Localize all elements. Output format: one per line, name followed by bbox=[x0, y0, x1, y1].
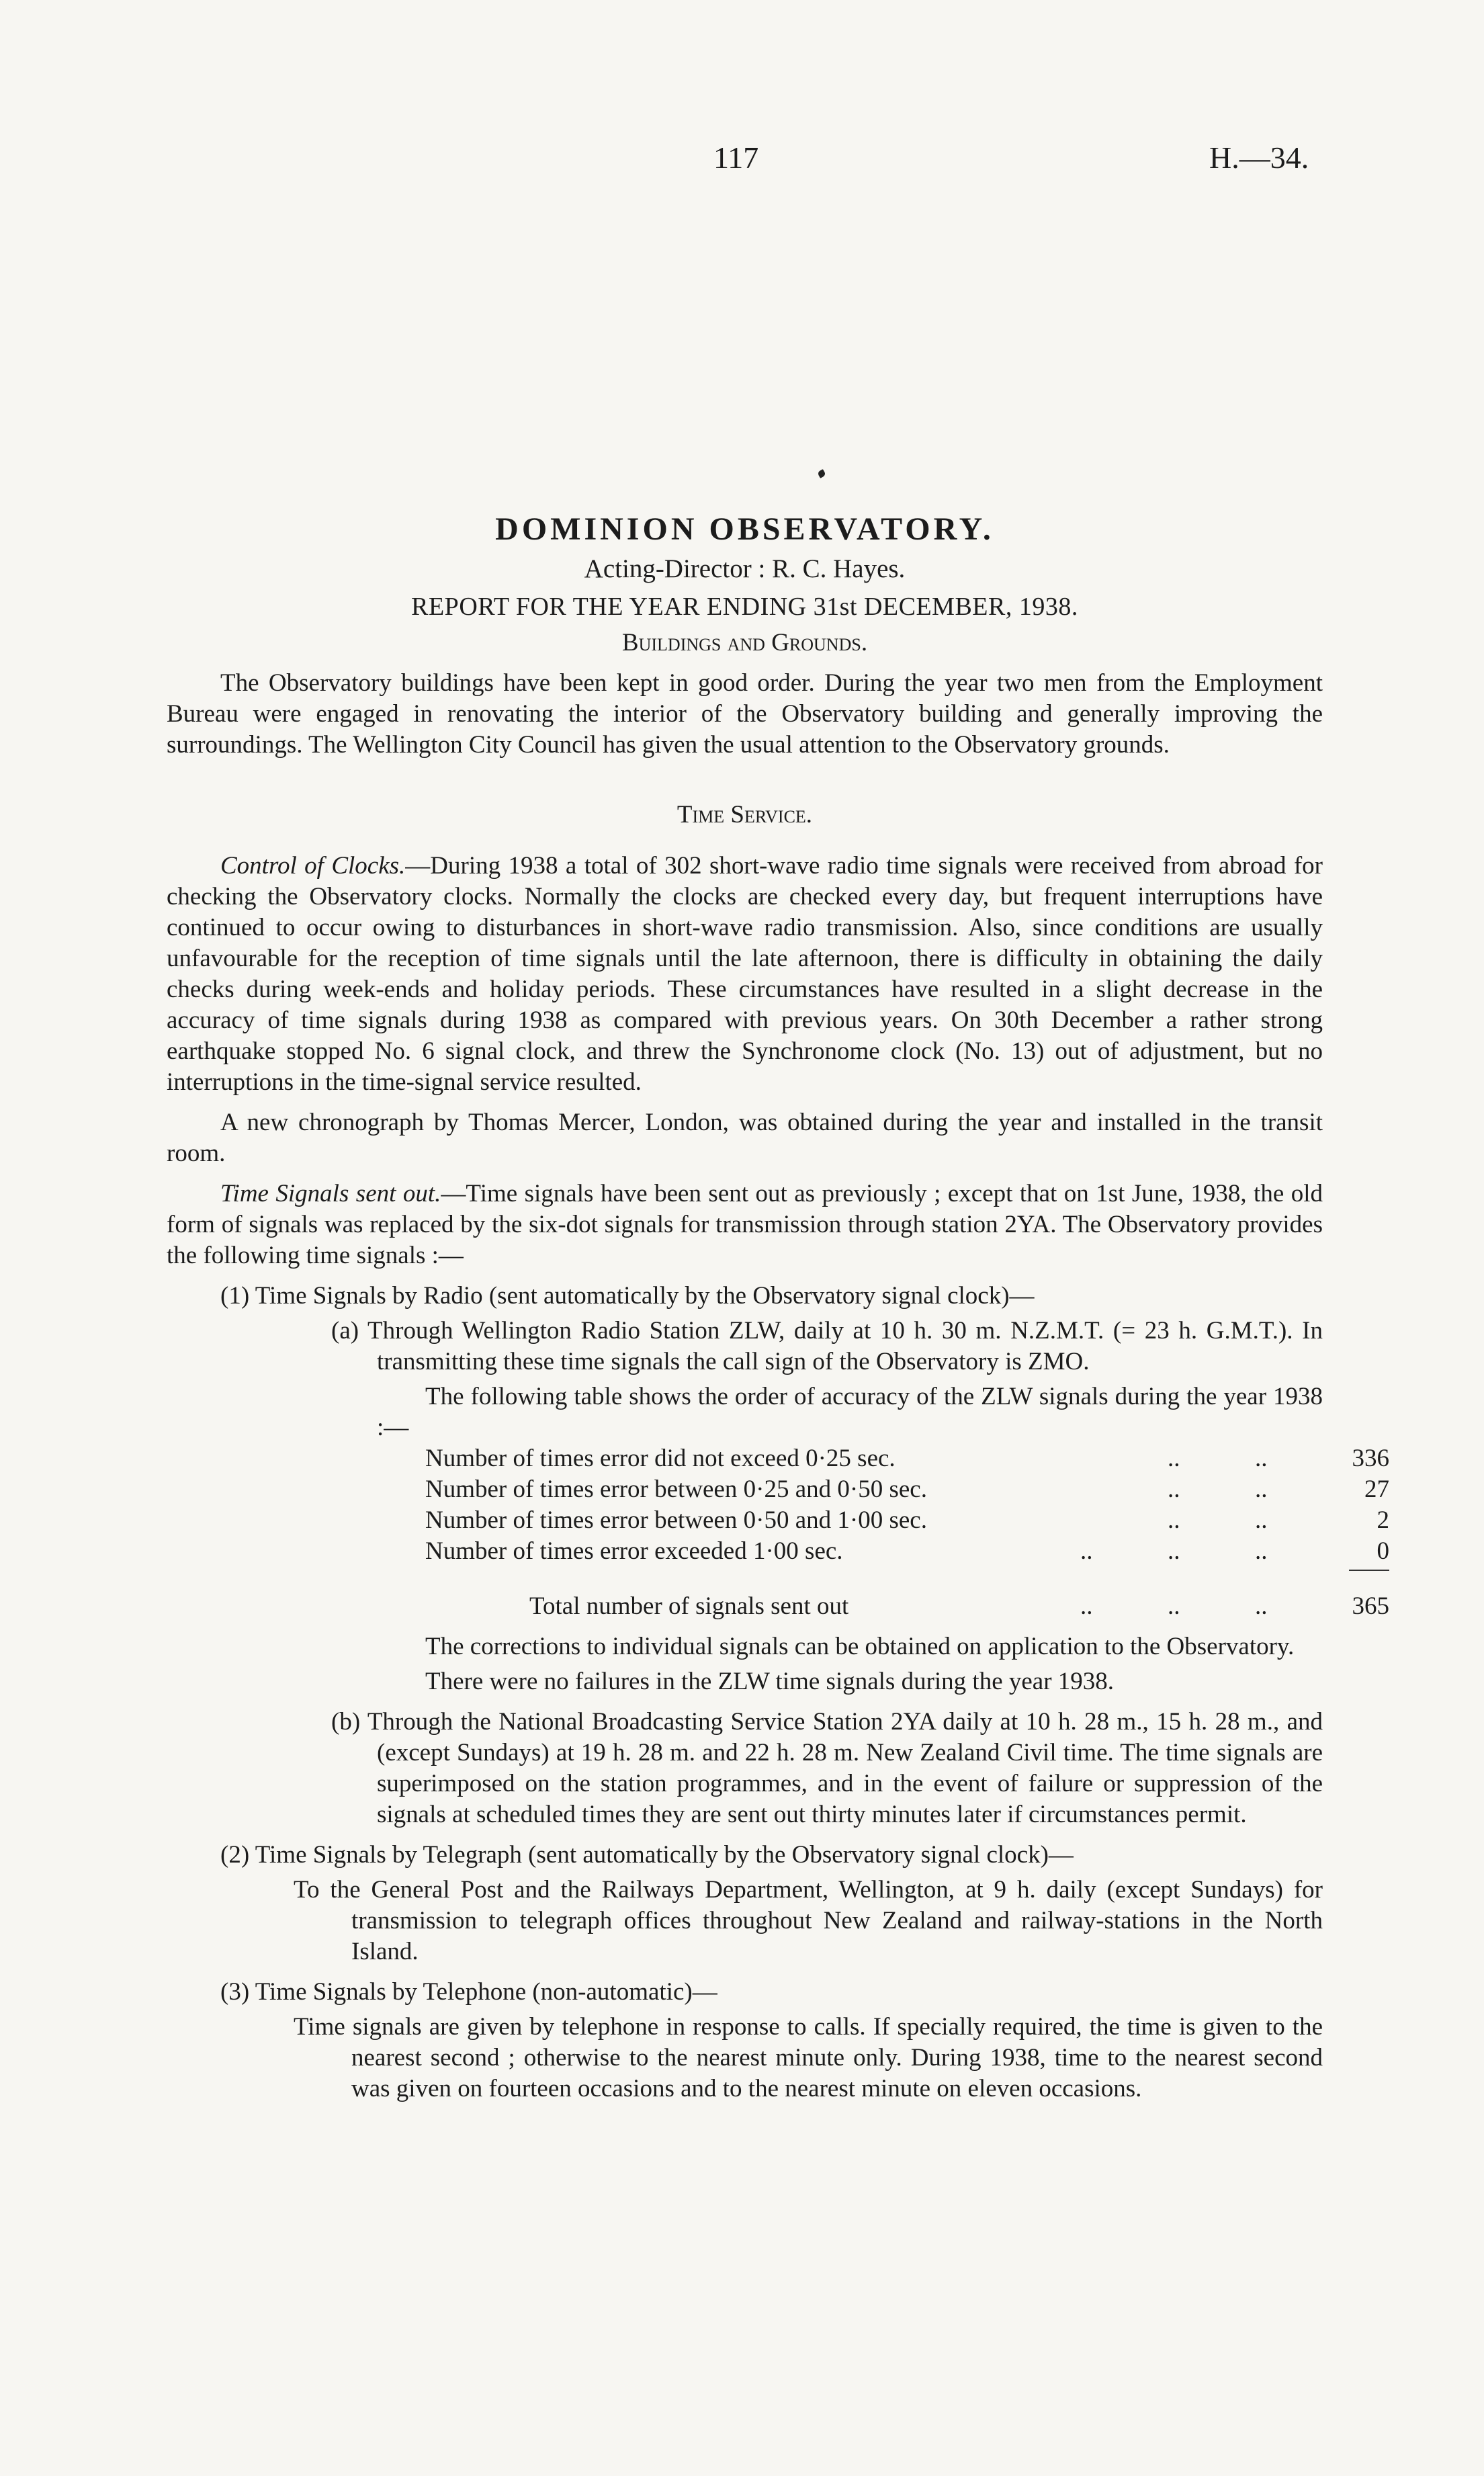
no-failures-paragraph: There were no failures in the ZLW time signals during the year 1938. bbox=[425, 1668, 1115, 1695]
table-row: Number of times error exceeded 1·00 sec. .. .. .. 0 bbox=[425, 1537, 1389, 1565]
section-heading-time-service: Time Service. bbox=[676, 801, 813, 828]
ink-mark bbox=[817, 469, 826, 478]
item-radio-zlw: (a) Through Wellington Radio Station ZLW, daily at 10 h. 30 m. N.Z.M.T. (= 23 h. G.M.T.). In transmitting these time signals the call sign of the Observatory is ZMO. bbox=[331, 1317, 1323, 1375]
item-telephone-signals: (3) Time Signals by Telephone (non-automatic)— bbox=[220, 1978, 717, 2006]
table-row: Number of times error between 0·25 and 0·50 sec. .. .. 27 bbox=[425, 1476, 1389, 1503]
page-number: 117 bbox=[713, 140, 759, 175]
chronograph-paragraph: A new chronograph by Thomas Mercer, London, was obtained during the year and installed in the transit room. bbox=[167, 1109, 1323, 1167]
time-signals-text: —Time signals have been sent out as previously ; except that on 1st June, 1938, the old form of signals was replaced by the six-dot signals for transmission through station 2YA. The Observatory provides the following time signals :— bbox=[167, 1180, 1323, 1269]
section-heading-buildings: Buildings and Grounds. bbox=[621, 629, 868, 656]
report-heading: DOMINION OBSERVATORY. bbox=[495, 511, 994, 547]
control-of-clocks-text: —During 1938 a total of 302 short-wave radio time signals were received from abroad for checking the Observatory clocks. Normally the clocks are checked every day, but frequent interruptions have continued to occur owing to disturbances in short-wave radio transmission. Also, since conditions are usually unfavourable for the reception of time signals until the late afternoon, there is difficulty in obtaining the daily checks during week-ends and holiday periods. These circumstances have resulted in a slight decrease in the accuracy of time signals during 1938 as compared with previous years. On 30th December a rather strong earthquake stopped No. 6 signal clock, and threw the Synchronome clock (No. 13) out of adjustment, but no interruptions in the time-signal service resulted. bbox=[167, 852, 1323, 1096]
table-row: Number of times error did not exceed 0·25 sec. .. .. 336 bbox=[425, 1445, 1389, 1472]
document-reference: H.—34. bbox=[1209, 140, 1309, 175]
item-telegraph-signals: (2) Time Signals by Telegraph (sent automatically by the Observatory signal clock)— bbox=[220, 1841, 1074, 1869]
table-intro: The following table shows the order of accuracy of the ZLW signals during the year 1938 :— bbox=[377, 1383, 1323, 1441]
time-signals-lead: Time Signals sent out. bbox=[220, 1180, 441, 1207]
control-of-clocks-lead: Control of Clocks. bbox=[220, 852, 406, 880]
time-signals-paragraph bbox=[167, 1179, 1323, 1271]
total-row-wrap bbox=[425, 1591, 1389, 1622]
item-radio-signals: (1) Time Signals by Radio (sent automatically by the Observatory signal clock)— bbox=[220, 1282, 1035, 1310]
item-radio-2ya: (b) Through the National Broadcasting Service Station 2YA daily at 10 h. 28 m., 15 h. 28 m., and (except Sundays) at 19 h. 28 m. and 22 h. 28 m. New Zealand Civil time. The time signals are superimposed on the station programmes, and in the event of failure or suppression of the signals at scheduled times they are sent out thirty minutes later if circumstances permit. bbox=[331, 1708, 1323, 1828]
report-title: REPORT FOR THE YEAR ENDING 31st DECEMBER, 1938. bbox=[411, 593, 1078, 621]
table-total-row: Total number of signals sent out .. .. .. 365 bbox=[529, 1592, 1389, 1620]
telephone-paragraph: Time signals are given by telephone in response to calls. If specially required, the time is given to the nearest second ; otherwise to the nearest minute only. During 1938, time to the nearest second was given on fourteen occasions and to the nearest minute on eleven occasions. bbox=[294, 2013, 1323, 2102]
report-body bbox=[167, 511, 1389, 2104]
accuracy-table bbox=[425, 1443, 1389, 1578]
control-of-clocks-paragraph bbox=[167, 851, 1323, 1098]
table-rule bbox=[425, 1567, 1389, 1578]
acting-director-line: Acting-Director : R. C. Hayes. bbox=[584, 554, 906, 583]
table-row: Number of times error between 0·50 and 1·00 sec. .. .. 2 bbox=[425, 1506, 1389, 1534]
telegraph-paragraph: To the General Post and the Railways Department, Wellington, at 9 h. daily (except Sundays) for transmission to telegraph offices throughout New Zealand and railway-stations in the North Island. bbox=[294, 1876, 1323, 1965]
buildings-paragraph: The Observatory buildings have been kept in good order. During the year two men from the Employment Bureau were engaged in renovating the interior of the Observatory building and generally improving the surroundings. The Wellington City Council has given the usual attention to the Observatory grounds. bbox=[167, 669, 1323, 759]
corrections-paragraph: The corrections to individual signals can be obtained on application to the Observatory. bbox=[425, 1633, 1295, 1660]
